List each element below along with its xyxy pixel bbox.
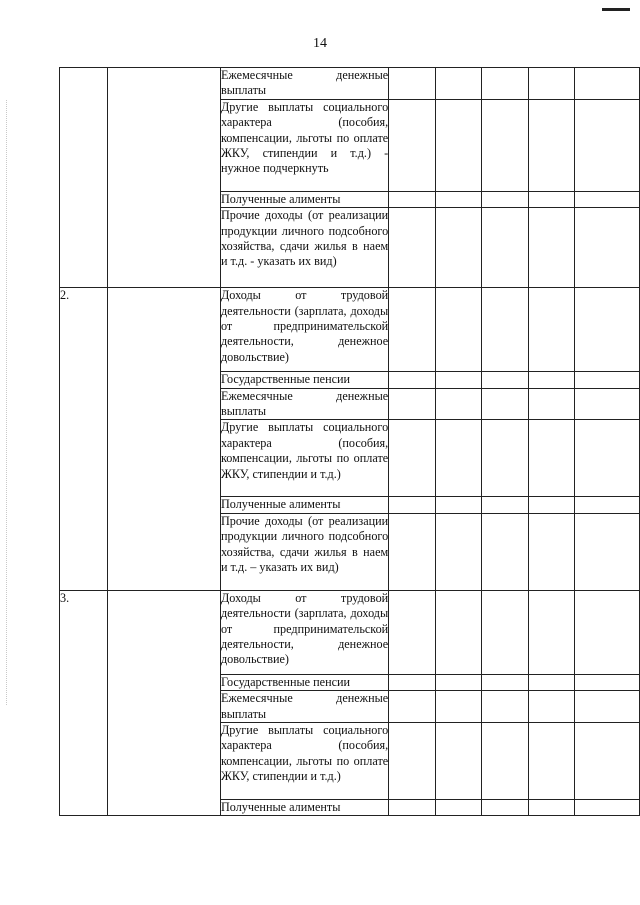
amount-cell[interactable] [528, 723, 574, 800]
amount-cell[interactable] [482, 288, 528, 372]
amount-cell[interactable] [482, 420, 528, 497]
row-number-cell: 3. [60, 590, 108, 816]
income-type-cell: Ежемесячные денежные выплаты [220, 68, 389, 98]
amount-cell[interactable] [389, 497, 435, 513]
amount-cell[interactable] [528, 388, 574, 420]
amount-cell[interactable] [528, 800, 574, 816]
amount-cell[interactable] [482, 674, 528, 690]
amount-cell[interactable] [389, 388, 435, 420]
row-number-cell: 2. [60, 288, 108, 591]
amount-cell[interactable] [435, 372, 481, 388]
amount-cell[interactable] [575, 800, 640, 816]
amount-cell[interactable] [482, 372, 528, 388]
amount-cell[interactable] [435, 288, 481, 372]
amount-cell[interactable] [435, 723, 481, 800]
row-number-cell [60, 68, 108, 288]
amount-cell[interactable] [528, 497, 574, 513]
page-number: 14 [313, 36, 327, 51]
amount-cell[interactable] [435, 674, 481, 690]
amount-cell[interactable] [389, 68, 435, 100]
amount-cell[interactable] [528, 674, 574, 690]
income-type-cell: Другие выплаты социального характера (пособия, компенсации, льготы по оплате ЖКУ, стипендии и т.д.) - нужное подчеркнуть [220, 99, 388, 191]
amount-cell[interactable] [575, 288, 640, 372]
amount-cell[interactable] [435, 388, 481, 420]
income-type-cell: Другие выплаты социального характера (пособия, компенсации, льготы по оплате ЖКУ, стипендии и т.д.) [220, 723, 388, 800]
amount-cell[interactable] [389, 723, 435, 800]
amount-cell[interactable] [435, 691, 481, 723]
amount-cell[interactable] [528, 288, 574, 372]
amount-cell[interactable] [435, 513, 481, 590]
amount-cell[interactable] [528, 590, 574, 674]
amount-cell[interactable] [435, 800, 481, 816]
income-type-cell: Полученные алименты [220, 800, 388, 816]
amount-cell[interactable] [435, 420, 481, 497]
amount-cell[interactable] [482, 191, 528, 207]
amount-cell[interactable] [389, 674, 435, 690]
income-type-cell: Доходы от трудовой деятельности (зарплата, доходы от предпринимательской деятельности, денежное довольствие) [220, 288, 388, 372]
table-row [60, 288, 640, 372]
amount-cell[interactable] [575, 420, 640, 497]
amount-cell[interactable] [482, 513, 528, 590]
amount-cell[interactable] [575, 208, 640, 288]
member-name-cell[interactable] [107, 288, 220, 591]
amount-cell[interactable] [575, 513, 640, 590]
amount-cell[interactable] [389, 191, 435, 207]
amount-cell[interactable] [482, 723, 528, 800]
amount-cell[interactable] [528, 208, 574, 288]
amount-cell[interactable] [575, 691, 640, 723]
table-row [60, 590, 640, 674]
corner-mark [602, 8, 630, 11]
amount-cell[interactable] [575, 388, 640, 420]
amount-cell[interactable] [389, 99, 435, 191]
table-row [60, 68, 640, 100]
amount-cell[interactable] [482, 99, 528, 191]
amount-cell[interactable] [389, 513, 435, 590]
amount-cell[interactable] [435, 208, 481, 288]
amount-cell[interactable] [435, 497, 481, 513]
income-type-cell: Государственные пенсии [220, 372, 388, 388]
amount-cell[interactable] [528, 691, 574, 723]
amount-cell[interactable] [528, 99, 574, 191]
amount-cell[interactable] [482, 208, 528, 288]
amount-cell[interactable] [482, 68, 528, 100]
amount-cell[interactable] [389, 800, 435, 816]
amount-cell[interactable] [482, 590, 528, 674]
amount-cell[interactable] [528, 68, 574, 100]
amount-cell[interactable] [575, 68, 640, 100]
amount-cell[interactable] [435, 68, 481, 100]
amount-cell[interactable] [528, 513, 574, 590]
income-type-cell: Государственные пенсии [220, 674, 388, 690]
amount-cell[interactable] [575, 723, 640, 800]
amount-cell[interactable] [482, 497, 528, 513]
amount-cell[interactable] [389, 288, 435, 372]
amount-cell[interactable] [575, 372, 640, 388]
amount-cell[interactable] [389, 590, 435, 674]
amount-cell[interactable] [482, 388, 528, 420]
amount-cell[interactable] [575, 191, 640, 207]
amount-cell[interactable] [528, 372, 574, 388]
income-type-cell: Ежемесячные денежные выплаты [220, 388, 389, 419]
amount-cell[interactable] [528, 191, 574, 207]
amount-cell[interactable] [435, 191, 481, 207]
amount-cell[interactable] [389, 691, 435, 723]
amount-cell[interactable] [528, 420, 574, 497]
amount-cell[interactable] [389, 372, 435, 388]
income-type-cell: Полученные алименты [220, 497, 388, 513]
amount-cell[interactable] [575, 99, 640, 191]
income-type-cell: Другие выплаты социального характера (пособия, компенсации, льготы по оплате ЖКУ, стипендии и т.д.) [220, 420, 388, 497]
income-type-cell: Полученные алименты [220, 191, 388, 207]
amount-cell[interactable] [575, 497, 640, 513]
income-type-cell: Доходы от трудовой деятельности (зарплата, доходы от предпринимательской деятельности, денежное довольствие) [220, 590, 388, 674]
amount-cell[interactable] [435, 590, 481, 674]
amount-cell[interactable] [389, 420, 435, 497]
income-table [59, 67, 640, 816]
income-type-cell: Ежемесячные денежные выплаты [220, 691, 389, 721]
income-type-cell: Прочие доходы (от реализации продукции личного подсобного хозяйства, сдачи жилья в наем и т.д. – указать их вид) [220, 513, 388, 590]
income-type-cell: Прочие доходы (от реализации продукции личного подсобного хозяйства, сдачи жилья в наем и т.д. - указать их вид) [220, 208, 388, 288]
amount-cell[interactable] [435, 99, 481, 191]
member-name-cell[interactable] [107, 590, 220, 816]
member-name-cell[interactable] [107, 68, 220, 288]
amount-cell[interactable] [575, 674, 640, 690]
amount-cell[interactable] [575, 590, 640, 674]
amount-cell[interactable] [389, 208, 435, 288]
amount-cell[interactable] [482, 691, 528, 723]
amount-cell[interactable] [482, 800, 528, 816]
margin-line [6, 100, 7, 705]
